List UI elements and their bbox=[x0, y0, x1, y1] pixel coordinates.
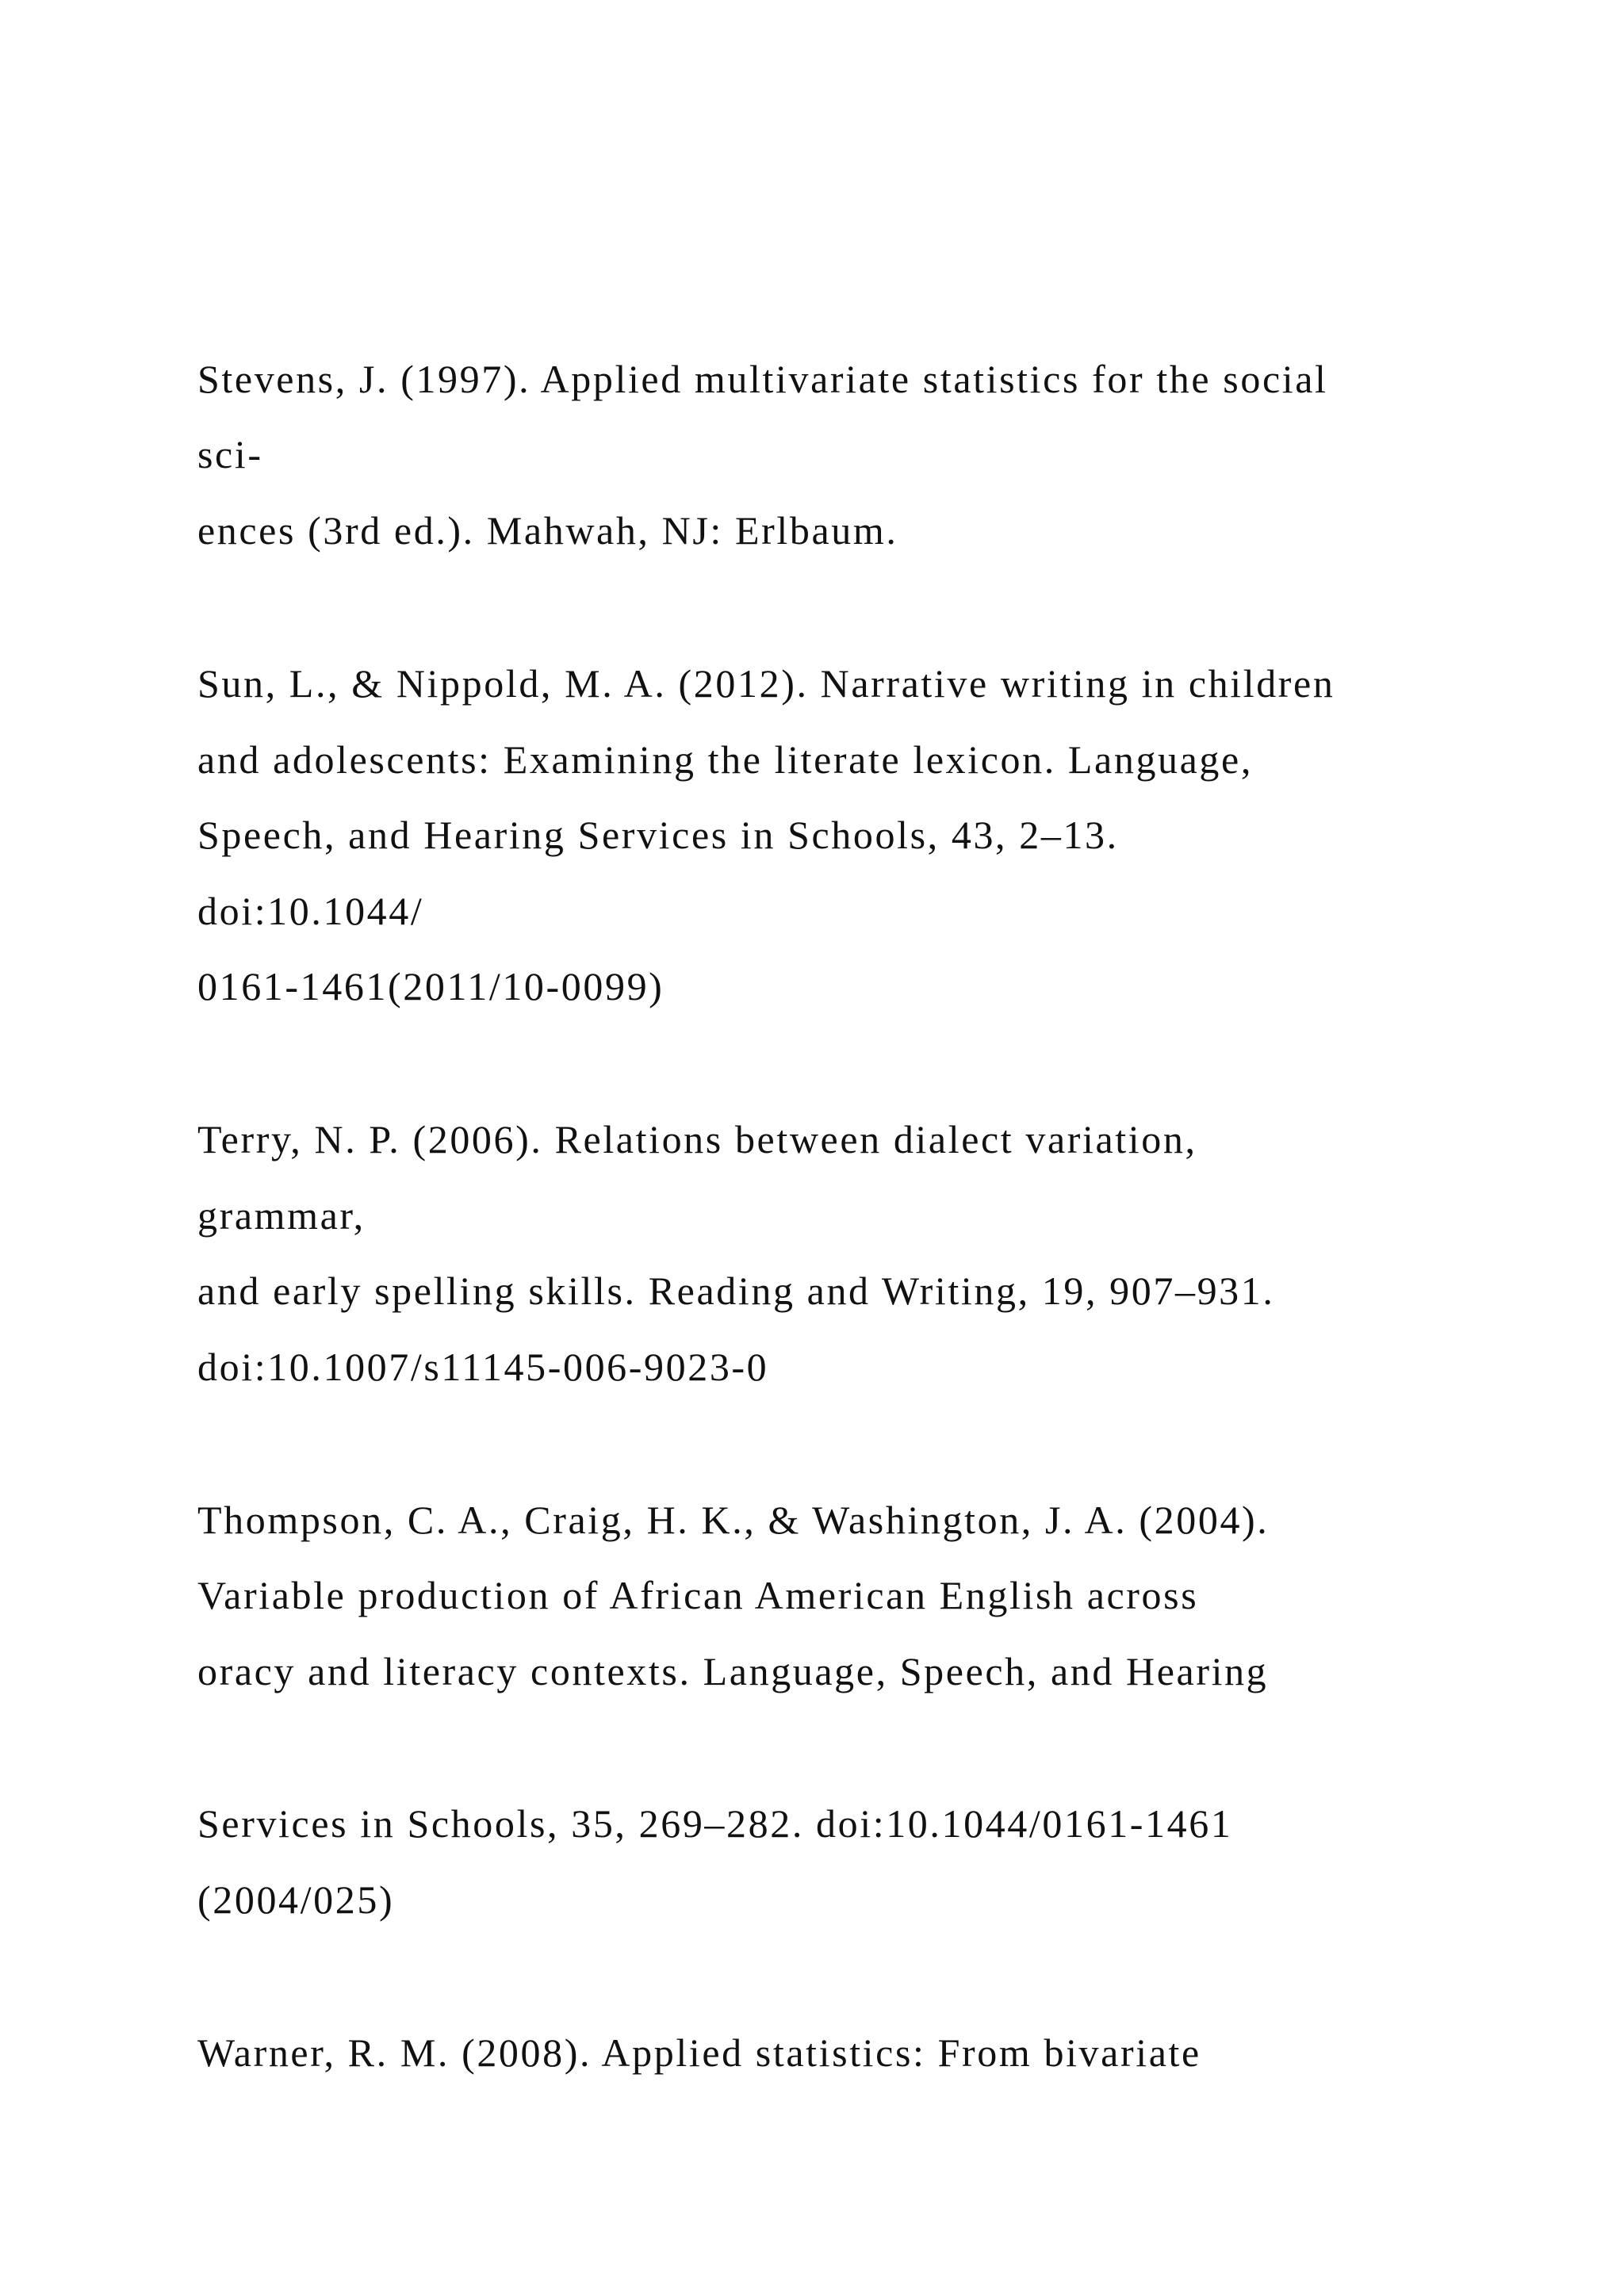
reference-stevens-line-2: sci- bbox=[197, 432, 263, 476]
reference-thompson-line-2: Variable production of African American English across bbox=[197, 1573, 1199, 1617]
reference-terry-line-1: Terry, N. P. (2006). Relations between dialect variation, bbox=[197, 1117, 1197, 1161]
reference-stevens-line-3: ences (3rd ed.). Mahwah, NJ: Erlbaum. bbox=[197, 508, 898, 553]
reference-sun-line-2: and adolescents: Examining the literate lexicon. Language, bbox=[197, 737, 1253, 782]
reference-terry-line-3: and early spelling skills. Reading and Writing, 19, 907–931. bbox=[197, 1269, 1275, 1313]
reference-warner-line-1: Warner, R. M. (2008). Applied statistics: From bivariate bbox=[197, 2030, 1201, 2075]
reference-terry-line-4: doi:10.1007/s11145-006-9023-0 bbox=[197, 1345, 769, 1389]
reference-sun-line-1: Sun, L., & Nippold, M. A. (2012). Narrative writing in children bbox=[197, 661, 1335, 706]
reference-thompson-line-1: Thompson, C. A., Craig, H. K., & Washington, J. A. (2004). bbox=[197, 1498, 1270, 1542]
reference-sun-line-5: 0161-1461(2011/10-0099) bbox=[197, 964, 665, 1008]
reference-thompson-continuation-line-2: (2004/025) bbox=[197, 1877, 395, 1922]
reference-thompson-line-3: oracy and literacy contexts. Language, Speech, and Hearing bbox=[197, 1649, 1269, 1693]
reference-thompson-continuation-line-1: Services in Schools, 35, 269–282. doi:10.1044/0161-1461 bbox=[197, 1801, 1233, 1846]
reference-sun-line-3: Speech, and Hearing Services in Schools, 43, 2–13. bbox=[197, 813, 1119, 857]
reference-terry-line-2: grammar, bbox=[197, 1193, 366, 1238]
reference-stevens-line-1: Stevens, J. (1997). Applied multivariate statistics for the social bbox=[197, 357, 1328, 401]
reference-sun-line-4: doi:10.1044/ bbox=[197, 889, 424, 933]
